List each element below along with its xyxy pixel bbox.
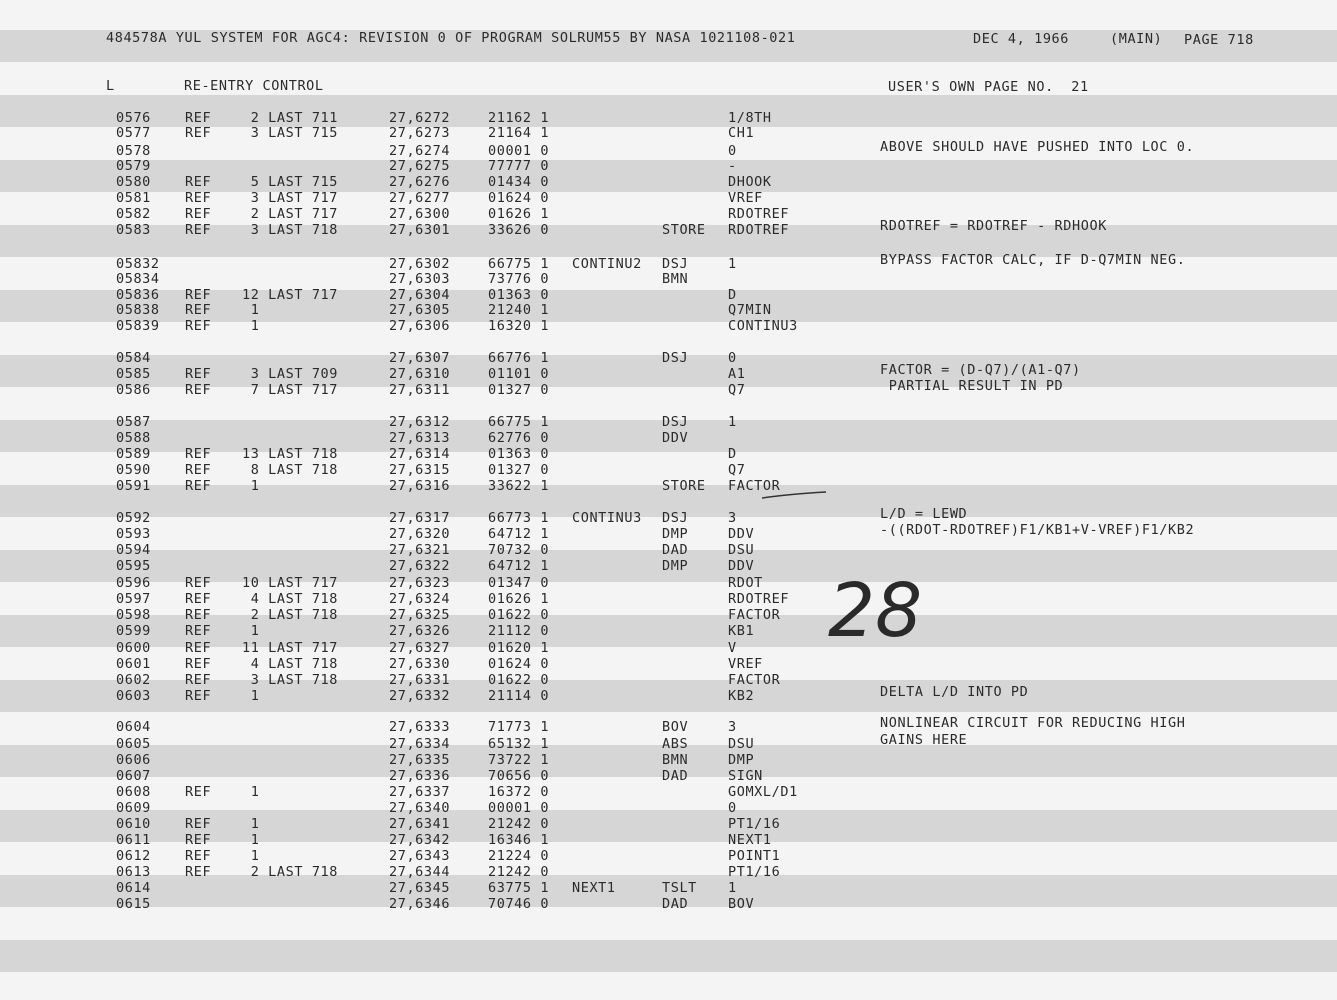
row-number: 0613	[116, 864, 151, 880]
ref-tag: REF	[185, 623, 212, 639]
operand: DMP	[728, 752, 755, 768]
operand: 3	[728, 510, 737, 526]
statement-label: NEXT1	[572, 880, 616, 896]
row-number: 05836	[116, 287, 160, 303]
ref-count: 13 LAST 718	[242, 446, 339, 462]
row-number: 0615	[116, 896, 151, 912]
comment: -((RDOT-RDOTREF)F1/KB1+V-VREF)F1/KB2	[880, 522, 1195, 538]
row-number: 0585	[116, 366, 151, 382]
opcode: DDV	[662, 430, 689, 446]
operand: PT1/16	[728, 864, 781, 880]
ref-count: 1	[242, 848, 260, 864]
handwritten-note	[820, 560, 940, 650]
address: 27,6340	[389, 800, 451, 816]
octal-word: 01347 0	[488, 575, 550, 591]
ref-count: 1	[242, 784, 260, 800]
address: 27,6345	[389, 880, 451, 896]
row-number: 0610	[116, 816, 151, 832]
operand: GOMXL/D1	[728, 784, 798, 800]
address: 27,6304	[389, 287, 451, 303]
operand: DDV	[728, 526, 755, 542]
operand: 0	[728, 143, 737, 159]
address: 27,6317	[389, 510, 451, 526]
ref-tag: REF	[185, 688, 212, 704]
row-number: 0583	[116, 222, 151, 238]
ref-tag: REF	[185, 591, 212, 607]
octal-word: 01626 1	[488, 206, 550, 222]
address: 27,6312	[389, 414, 451, 430]
listing-date: DEC 4, 1966	[973, 31, 1070, 47]
ref-count: 1	[242, 816, 260, 832]
octal-word: 21162 1	[488, 110, 550, 126]
operand: 0	[728, 800, 737, 816]
row-number: 0586	[116, 382, 151, 398]
operand: VREF	[728, 656, 763, 672]
octal-word: 73722 1	[488, 752, 550, 768]
ref-tag: REF	[185, 462, 212, 478]
operand: POINT1	[728, 848, 781, 864]
address: 27,6314	[389, 446, 451, 462]
address: 27,6326	[389, 623, 451, 639]
address: 27,6335	[389, 752, 451, 768]
ref-tag: REF	[185, 575, 212, 591]
operand: KB2	[728, 688, 755, 704]
ref-tag: REF	[185, 816, 212, 832]
ref-count: 3 LAST 718	[242, 672, 339, 688]
operand: Q7MIN	[728, 302, 772, 318]
octal-word: 71773 1	[488, 719, 550, 735]
row-number: 0595	[116, 558, 151, 574]
row-number: 05838	[116, 302, 160, 318]
address: 27,6330	[389, 656, 451, 672]
address: 27,6277	[389, 190, 451, 206]
ref-count: 3 LAST 717	[242, 190, 339, 206]
address: 27,6301	[389, 222, 451, 238]
address: 27,6344	[389, 864, 451, 880]
ref-count: 2 LAST 717	[242, 206, 339, 222]
address: 27,6275	[389, 158, 451, 174]
ref-count: 5 LAST 715	[242, 174, 339, 190]
octal-word: 21224 0	[488, 848, 550, 864]
row-number: 05834	[116, 271, 160, 287]
address: 27,6273	[389, 125, 451, 141]
octal-word: 62776 0	[488, 430, 550, 446]
row-number: 0604	[116, 719, 151, 735]
operand: CONTINU3	[728, 318, 798, 334]
row-number: 05832	[116, 256, 160, 272]
operand: NEXT1	[728, 832, 772, 848]
statement-label: CONTINU2	[572, 256, 642, 272]
handwritten-underline	[760, 490, 830, 502]
ref-tag: REF	[185, 190, 212, 206]
octal-word: 00001 0	[488, 143, 550, 159]
operand: DSU	[728, 542, 755, 558]
address: 27,6316	[389, 478, 451, 494]
comment: NONLINEAR CIRCUIT FOR REDUCING HIGH	[880, 715, 1186, 731]
ref-tag: REF	[185, 640, 212, 656]
paper-band	[0, 940, 1337, 972]
operand: 1	[728, 414, 737, 430]
row-number: 0584	[116, 350, 151, 366]
opcode: DSJ	[662, 350, 689, 366]
statement-label: CONTINU3	[572, 510, 642, 526]
opcode: BMN	[662, 271, 689, 287]
octal-word: 01626 1	[488, 591, 550, 607]
address: 27,6324	[389, 591, 451, 607]
operand: DDV	[728, 558, 755, 574]
ref-tag: REF	[185, 366, 212, 382]
opcode: DSJ	[662, 510, 689, 526]
address: 27,6332	[389, 688, 451, 704]
ref-tag: REF	[185, 174, 212, 190]
address: 27,6300	[389, 206, 451, 222]
octal-word: 16320 1	[488, 318, 550, 334]
ref-count: 12 LAST 717	[242, 287, 339, 303]
section-title: RE-ENTRY CONTROL	[184, 78, 324, 94]
comment: BYPASS FACTOR CALC, IF D-Q7MIN NEG.	[880, 252, 1186, 268]
octal-word: 66773 1	[488, 510, 550, 526]
octal-word: 66775 1	[488, 256, 550, 272]
operand: VREF	[728, 190, 763, 206]
row-number: 0605	[116, 736, 151, 752]
ref-count: 1	[242, 688, 260, 704]
address: 27,6343	[389, 848, 451, 864]
address: 27,6322	[389, 558, 451, 574]
row-number: 0607	[116, 768, 151, 784]
octal-word: 21240 1	[488, 302, 550, 318]
address: 27,6303	[389, 271, 451, 287]
operand: 1	[728, 880, 737, 896]
row-number: 0581	[116, 190, 151, 206]
operand: RDOTREF	[728, 591, 790, 607]
octal-word: 73776 0	[488, 271, 550, 287]
octal-word: 70732 0	[488, 542, 550, 558]
opcode: DAD	[662, 542, 689, 558]
address: 27,6333	[389, 719, 451, 735]
opcode: DAD	[662, 768, 689, 784]
row-number: 0580	[116, 174, 151, 190]
operand: BOV	[728, 896, 755, 912]
opcode: DMP	[662, 526, 689, 542]
octal-word: 64712 1	[488, 526, 550, 542]
ref-tag: REF	[185, 864, 212, 880]
octal-word: 65132 1	[488, 736, 550, 752]
operand: 1/8TH	[728, 110, 772, 126]
ref-count: 1	[242, 302, 260, 318]
octal-word: 64712 1	[488, 558, 550, 574]
octal-word: 01327 0	[488, 382, 550, 398]
subheader-marker: L	[106, 78, 115, 94]
address: 27,6323	[389, 575, 451, 591]
row-number: 0599	[116, 623, 151, 639]
ref-tag: REF	[185, 784, 212, 800]
row-number: 0609	[116, 800, 151, 816]
operand: D	[728, 287, 737, 303]
page-number: PAGE 718	[1184, 32, 1254, 48]
row-number: 0606	[116, 752, 151, 768]
operand: Q7	[728, 382, 746, 398]
octal-word: 01624 0	[488, 656, 550, 672]
row-number: 0590	[116, 462, 151, 478]
ref-tag: REF	[185, 478, 212, 494]
ref-count: 4 LAST 718	[242, 591, 339, 607]
address: 27,6336	[389, 768, 451, 784]
address: 27,6331	[389, 672, 451, 688]
row-number: 0591	[116, 478, 151, 494]
octal-word: 77777 0	[488, 158, 550, 174]
opcode: DAD	[662, 896, 689, 912]
opcode: DMP	[662, 558, 689, 574]
operand: FACTOR	[728, 478, 781, 494]
row-number: 0589	[116, 446, 151, 462]
operand: 0	[728, 350, 737, 366]
opcode: TSLT	[662, 880, 697, 896]
user-page-number: USER'S OWN PAGE NO. 21	[888, 79, 1089, 95]
operand: 1	[728, 256, 737, 272]
row-number: 0587	[116, 414, 151, 430]
operand: FACTOR	[728, 607, 781, 623]
ref-tag: REF	[185, 110, 212, 126]
operand: RDOTREF	[728, 206, 790, 222]
listing-header-title: 484578A YUL SYSTEM FOR AGC4: REVISION 0 OF PROGRAM SOLRUM55 BY NASA 1021108-021	[106, 30, 796, 46]
ref-count: 2 LAST 718	[242, 864, 339, 880]
operand: A1	[728, 366, 746, 382]
row-number: 0594	[116, 542, 151, 558]
svg-text:28: 28	[828, 568, 923, 650]
opcode: STORE	[662, 478, 706, 494]
ref-tag: REF	[185, 125, 212, 141]
row-number: 0582	[116, 206, 151, 222]
ref-count: 3 LAST 715	[242, 125, 339, 141]
ref-tag: REF	[185, 206, 212, 222]
operand: KB1	[728, 623, 755, 639]
octal-word: 21242 0	[488, 864, 550, 880]
operand: DSU	[728, 736, 755, 752]
comment: FACTOR = (D-Q7)/(A1-Q7)	[880, 362, 1081, 378]
octal-word: 01622 0	[488, 672, 550, 688]
row-number: 0611	[116, 832, 151, 848]
octal-word: 01363 0	[488, 446, 550, 462]
row-number: 0603	[116, 688, 151, 704]
address: 27,6274	[389, 143, 451, 159]
address: 27,6315	[389, 462, 451, 478]
address: 27,6334	[389, 736, 451, 752]
operand: V	[728, 640, 737, 656]
address: 27,6341	[389, 816, 451, 832]
ref-tag: REF	[185, 222, 212, 238]
octal-word: 00001 0	[488, 800, 550, 816]
ref-count: 2 LAST 718	[242, 607, 339, 623]
octal-word: 66776 1	[488, 350, 550, 366]
row-number: 0600	[116, 640, 151, 656]
operand: PT1/16	[728, 816, 781, 832]
row-number: 0588	[116, 430, 151, 446]
comment: ABOVE SHOULD HAVE PUSHED INTO LOC 0.	[880, 139, 1195, 155]
row-number: 0602	[116, 672, 151, 688]
ref-tag: REF	[185, 672, 212, 688]
ref-tag: REF	[185, 832, 212, 848]
ref-count: 3 LAST 709	[242, 366, 339, 382]
operand: FACTOR	[728, 672, 781, 688]
row-number: 0578	[116, 143, 151, 159]
row-number: 0579	[116, 158, 151, 174]
ref-count: 1	[242, 623, 260, 639]
row-number: 0601	[116, 656, 151, 672]
octal-word: 21112 0	[488, 623, 550, 639]
comment: L/D = LEWD	[880, 506, 968, 522]
octal-word: 70656 0	[488, 768, 550, 784]
octal-word: 66775 1	[488, 414, 550, 430]
operand: 3	[728, 719, 737, 735]
ref-count: 1	[242, 318, 260, 334]
ref-tag: REF	[185, 287, 212, 303]
address: 27,6321	[389, 542, 451, 558]
comment: RDOTREF = RDOTREF - RDHOOK	[880, 218, 1107, 234]
row-number: 0576	[116, 110, 151, 126]
ref-tag: REF	[185, 302, 212, 318]
ref-count: 1	[242, 832, 260, 848]
ref-tag: REF	[185, 382, 212, 398]
ref-count: 1	[242, 478, 260, 494]
ref-tag: REF	[185, 446, 212, 462]
operand: RDOTREF	[728, 222, 790, 238]
address: 27,6276	[389, 174, 451, 190]
comment: DELTA L/D INTO PD	[880, 684, 1029, 700]
row-number: 0592	[116, 510, 151, 526]
comment: GAINS HERE	[880, 732, 968, 748]
address: 27,6327	[389, 640, 451, 656]
octal-word: 01363 0	[488, 287, 550, 303]
ref-tag: REF	[185, 848, 212, 864]
opcode: DSJ	[662, 414, 689, 430]
address: 27,6305	[389, 302, 451, 318]
ref-tag: REF	[185, 318, 212, 334]
opcode: BOV	[662, 719, 689, 735]
octal-word: 21164 1	[488, 125, 550, 141]
ref-count: 10 LAST 717	[242, 575, 339, 591]
address: 27,6310	[389, 366, 451, 382]
operand: Q7	[728, 462, 746, 478]
address: 27,6272	[389, 110, 451, 126]
row-number: 0598	[116, 607, 151, 623]
octal-word: 01434 0	[488, 174, 550, 190]
opcode: STORE	[662, 222, 706, 238]
octal-word: 01620 1	[488, 640, 550, 656]
octal-word: 70746 0	[488, 896, 550, 912]
operand: D	[728, 446, 737, 462]
address: 27,6337	[389, 784, 451, 800]
address: 27,6325	[389, 607, 451, 623]
operand: SIGN	[728, 768, 763, 784]
address: 27,6306	[389, 318, 451, 334]
operand: -	[728, 158, 737, 174]
opcode: BMN	[662, 752, 689, 768]
operand: CH1	[728, 125, 755, 141]
ref-tag: REF	[185, 656, 212, 672]
listing-section: (MAIN)	[1110, 31, 1163, 47]
octal-word: 63775 1	[488, 880, 550, 896]
ref-count: 7 LAST 717	[242, 382, 339, 398]
comment: PARTIAL RESULT IN PD	[880, 378, 1064, 394]
row-number: 0596	[116, 575, 151, 591]
row-number: 0577	[116, 125, 151, 141]
address: 27,6302	[389, 256, 451, 272]
octal-word: 21114 0	[488, 688, 550, 704]
ref-count: 4 LAST 718	[242, 656, 339, 672]
row-number: 0597	[116, 591, 151, 607]
address: 27,6342	[389, 832, 451, 848]
row-number: 0593	[116, 526, 151, 542]
address: 27,6307	[389, 350, 451, 366]
operand: RDOT	[728, 575, 763, 591]
opcode: DSJ	[662, 256, 689, 272]
operand: DHOOK	[728, 174, 772, 190]
ref-tag: REF	[185, 607, 212, 623]
octal-word: 01624 0	[488, 190, 550, 206]
ref-count: 8 LAST 718	[242, 462, 339, 478]
address: 27,6346	[389, 896, 451, 912]
row-number: 0608	[116, 784, 151, 800]
octal-word: 33626 0	[488, 222, 550, 238]
octal-word: 01101 0	[488, 366, 550, 382]
opcode: ABS	[662, 736, 689, 752]
ref-count: 3 LAST 718	[242, 222, 339, 238]
octal-word: 16346 1	[488, 832, 550, 848]
octal-word: 21242 0	[488, 816, 550, 832]
row-number: 0614	[116, 880, 151, 896]
octal-word: 16372 0	[488, 784, 550, 800]
octal-word: 33622 1	[488, 478, 550, 494]
address: 27,6311	[389, 382, 451, 398]
ref-count: 11 LAST 717	[242, 640, 339, 656]
address: 27,6320	[389, 526, 451, 542]
ref-count: 2 LAST 711	[242, 110, 339, 126]
octal-word: 01327 0	[488, 462, 550, 478]
row-number: 05839	[116, 318, 160, 334]
row-number: 0612	[116, 848, 151, 864]
octal-word: 01622 0	[488, 607, 550, 623]
address: 27,6313	[389, 430, 451, 446]
